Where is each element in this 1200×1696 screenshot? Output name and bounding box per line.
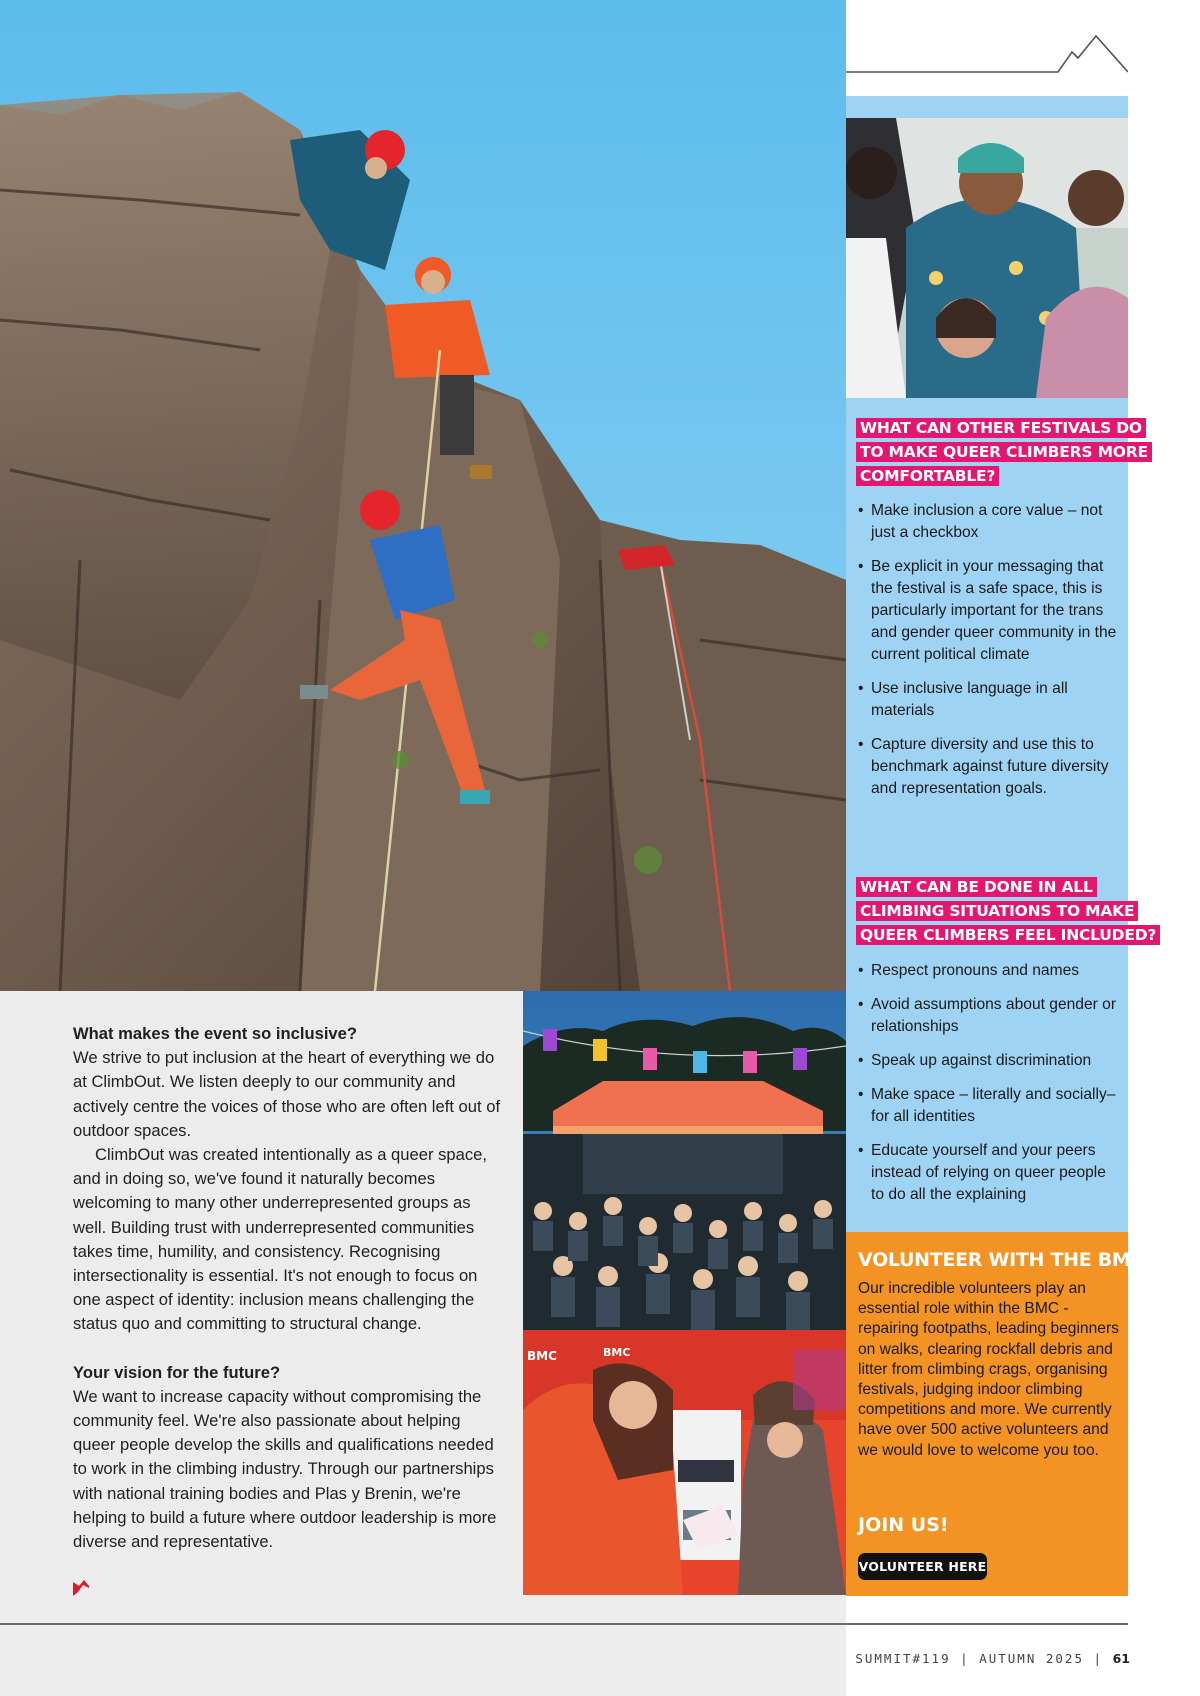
climbing-heading-line: WHAT CAN BE DONE IN ALL: [856, 877, 1097, 897]
article-body: [73, 1022, 503, 1554]
list-item: • Make space – literally and socially– for all identities: [856, 1084, 1118, 1128]
festival-crowd-photo: [846, 118, 1128, 398]
footer-background: [0, 1625, 846, 1696]
climbing-heading: [856, 875, 1160, 947]
folio-separator: |: [1093, 1651, 1113, 1666]
join-us-label: JOIN US!: [858, 1514, 949, 1536]
list-item: • Make inclusion a core value – not just a checkbox: [856, 500, 1118, 544]
magazine-name: SUMMIT#119: [855, 1651, 951, 1666]
article-paragraph: We want to increase capacity without compromising the community feel. We're also passionate about helping queer people develop the skills and qualifications needed to work in the climbing industry. Through our partnerships with national training bodies and Plas y Brenin, we're helping to build a future where outdoor leadership is more diverse and representative.: [73, 1386, 497, 1552]
list-item: • Avoid assumptions about gender or relationships: [856, 994, 1118, 1038]
volunteer-here-button[interactable]: VOLUNTEER HERE: [858, 1553, 987, 1580]
list-item: • Speak up against discrimination: [856, 1050, 1118, 1072]
festival-tent-photo: [523, 991, 846, 1330]
festivals-heading-line: TO MAKE QUEER CLIMBERS MORE: [856, 442, 1152, 462]
climbing-heading-line: QUEER CLIMBERS FEEL INCLUDED?: [856, 925, 1160, 945]
article-paragraph: ClimbOut was created intentionally as a queer space, and in doing so, we've found it naturally becomes welcoming to many other underrepresented groups as well. Building trust with underrepresented communities takes time, humility, and consistency. Recognising intersectionality is essential. It's not enough to focus on one aspect of identity: inclusion means challenging the status quo and committing to structural change.: [73, 1145, 488, 1334]
bmc-stall-photo: [523, 1330, 846, 1595]
volunteer-title: VOLUNTEER WITH THE BMC!: [858, 1249, 1153, 1271]
footer-rule: [0, 1623, 1128, 1625]
list-item: • Use inclusive language in all materials: [856, 678, 1118, 722]
volunteer-body: Our incredible volunteers play an essential role within the BMC - repairing footpaths, leading beginners on walks, clearing rockfall debris and litter from climbing crags, organising festivals, judging indoor climbing competitions and more. We currently have over 500 active volunteers and we would love to welcome you too.: [858, 1280, 1119, 1459]
page-folio: [855, 1651, 1130, 1666]
tent-sign-text: BMC: [527, 1349, 557, 1363]
festivals-heading-line: COMFORTABLE?: [856, 466, 999, 486]
list-item: • Be explicit in your messaging that the festival is a safe space, this is particularly important for the trans and gender queer community in the current political climate: [856, 556, 1118, 666]
issue-label: AUTUMN 2025: [979, 1651, 1084, 1666]
article-heading-vision: Your vision for the future?: [73, 1362, 281, 1382]
page-number: 61: [1112, 1651, 1130, 1666]
mountain-line-icon: [846, 30, 1128, 78]
hero-climbing-photo: [0, 0, 846, 991]
climbing-tips-list: [856, 960, 1118, 1218]
festivals-tips-list: [856, 500, 1118, 812]
festivals-heading: [856, 416, 1152, 488]
end-mark-icon: [73, 1580, 89, 1596]
folio-separator: |: [960, 1651, 980, 1666]
article-heading-inclusive: What makes the event so inclusive?: [73, 1024, 358, 1043]
list-item: • Capture diversity and use this to benchmark against future diversity and representation goals.: [856, 734, 1118, 800]
article-paragraph: We strive to put inclusion at the heart of everything we do at ClimbOut. We listen deeply to our community and actively centre the voices of those who are often left out of outdoor spaces.: [73, 1048, 501, 1140]
festivals-heading-line: WHAT CAN OTHER FESTIVALS DO: [856, 418, 1146, 438]
list-item: • Educate yourself and your peers instead of relying on queer people to do all the explaining: [856, 1140, 1118, 1206]
tent-sign-text: BMC: [603, 1346, 631, 1359]
climbing-heading-line: CLIMBING SITUATIONS TO MAKE: [856, 901, 1138, 921]
list-item: • Respect pronouns and names: [856, 960, 1118, 982]
